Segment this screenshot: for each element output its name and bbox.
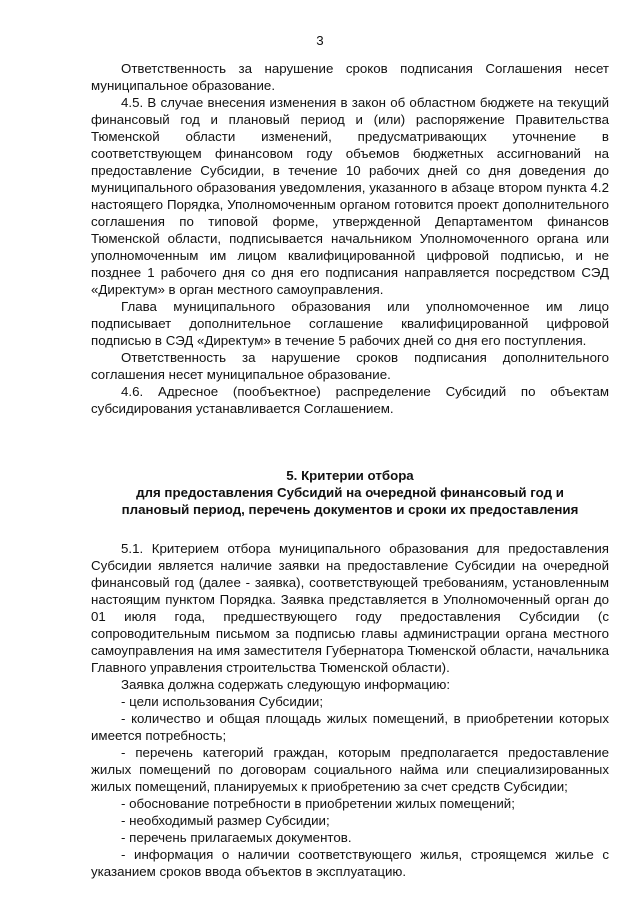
list-item: - количество и общая площадь жилых помещений, в приобретении которых имеется потребность; bbox=[91, 711, 609, 743]
section-heading-line: плановый период, перечень документов и сроки их предоставления bbox=[121, 502, 579, 517]
section-5 bbox=[91, 449, 609, 880]
paragraph: Заявка должна содержать следующую информацию: bbox=[121, 677, 451, 692]
section-heading bbox=[91, 467, 609, 518]
list-item: - необходимый размер Субсидии; bbox=[121, 813, 330, 828]
paragraph: 4.6. Адресное (пообъектное) распределение Субсидий по объектам субсидирования устанавливается Соглашением. bbox=[91, 384, 609, 416]
page-number: 3 bbox=[316, 33, 324, 48]
list-item: - перечень категорий граждан, которым предполагается предоставление жилых помещений по договорам социального найма или специализированных жилых помещений, планируемых к приобретению за счет средств Субсидии; bbox=[91, 745, 609, 794]
paragraph: Ответственность за нарушение сроков подписания дополнительного соглашения несет муниципальное образование. bbox=[91, 350, 609, 382]
paragraph: Ответственность за нарушение сроков подписания Соглашения несет муниципальное образование. bbox=[91, 61, 609, 93]
text-block-top bbox=[91, 60, 609, 417]
section-heading-line: для предоставления Субсидий на очередной финансовый год и bbox=[136, 485, 564, 500]
paragraph: Глава муниципального образования или уполномоченное им лицо подписывает дополнительное соглашение квалифицированной цифровой подписью в СЭД «Директум» в течение 5 рабочих дней со дня его поступления. bbox=[91, 299, 609, 348]
paragraph: 4.5. В случае внесения изменения в закон об областном бюджете на текущий финансовый год и плановый период и (или) распоряжение Правительства Тюменской области изменений, предусматривающих уточнение в соответствующем финансовом году объемов бюджетных ассигнований на предоставление Субсидии, в течение 10 рабочих дней со дня доведения до муниципального образования уведомления, указанного в абзаце втором пункта 4.2 настоящего Порядка, Уполномоченным органом готовится проект дополнительного соглашения по типовой форме, утвержденной Департаментом финансов Тюменской области, подписывается начальником Уполномоченного органа или уполномоченным им лицом квалифицированной цифровой подписью, и не позднее 1 рабочего дня со дня его подписания направляется посредством СЭД «Директум» в орган местного самоуправления. bbox=[91, 95, 609, 297]
list-item: - обоснование потребности в приобретении жилых помещений; bbox=[121, 796, 515, 811]
list-item: - цели использования Субсидии; bbox=[121, 694, 324, 709]
section-heading-line: 5. Критерии отбора bbox=[286, 468, 414, 483]
list-item: - перечень прилагаемых документов. bbox=[121, 830, 352, 845]
paragraph: 5.1. Критерием отбора муниципального образования для предоставления Субсидии является наличие заявки на предоставление Субсидии на очередной финансовый год (далее - заявка), соответствующей требованиям, установленным настоящим пунктом Порядка. Заявка представляется в Уполномоченный орган до 01 июля года, предшествующего году предоставления Субсидии (с сопроводительным письмом за подписью главы администрации органа местного самоуправления на имя заместителя Губернатора Тюменской области, начальника Главного управления строительства Тюменской области). bbox=[91, 541, 609, 675]
list-item: - информация о наличии соответствующего жилья, строящемся жилье с указанием сроков ввода объектов в эксплуатацию. bbox=[91, 847, 609, 879]
